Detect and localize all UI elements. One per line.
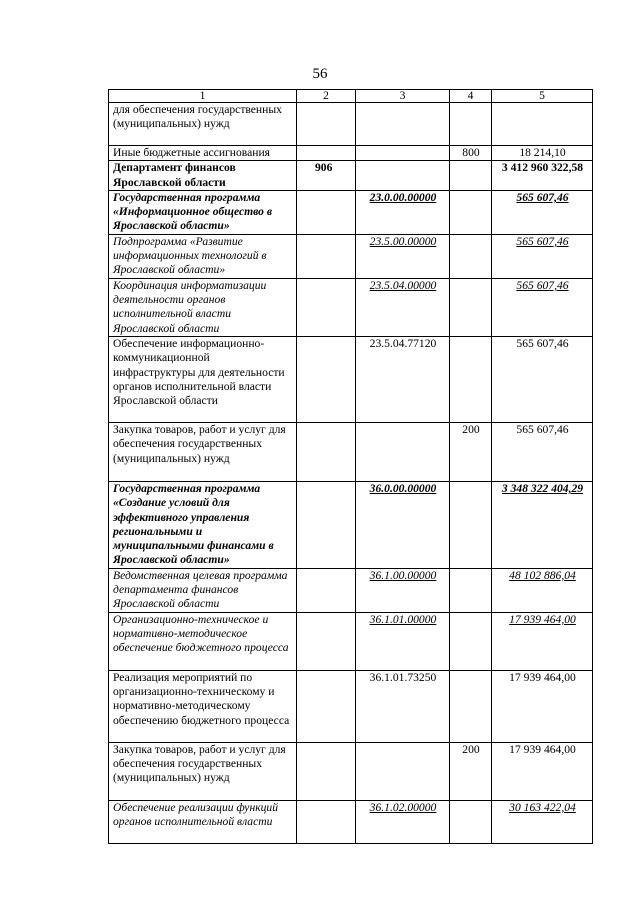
row-amount-cell-text: 565 607,46 [516, 234, 569, 248]
row-code-cell [356, 422, 450, 481]
row-amount-cell [492, 742, 593, 800]
row-amount-cell [492, 336, 593, 422]
row-amount-cell [492, 422, 593, 481]
row-amount-cell [492, 481, 593, 568]
row-department-cell [297, 146, 356, 161]
row-amount-cell-text: 565 607,46 [516, 190, 569, 204]
row-expense-type-cell [450, 161, 492, 191]
row-name-cell: Подпрограмма «Развитие информационных технологий в Ярославской области» [109, 234, 297, 278]
row-code-cell-text: 36.1.00.00000 [369, 568, 437, 582]
row-name-cell: Обеспечение реализации функций органов исполнительной власти [109, 800, 297, 843]
table-row [109, 336, 593, 422]
row-amount-cell [492, 800, 593, 843]
row-amount-cell-text: 3 412 960 322,58 [501, 161, 584, 175]
row-amount-cell-text: 17 939 464,00 [509, 742, 576, 756]
row-amount-cell-text: 30 163 422,04 [509, 800, 576, 814]
row-amount-cell [492, 612, 593, 670]
row-code-cell-text: 23.5.04.00000 [369, 278, 437, 292]
row-expense-type-cell: 200 [450, 422, 492, 481]
row-code-cell [356, 234, 450, 278]
page-number: 56 [312, 66, 328, 82]
row-code-cell [356, 336, 450, 422]
row-code-cell [356, 161, 450, 191]
column-header-3: 3 [356, 90, 450, 103]
row-code-cell [356, 800, 450, 843]
row-name-cell: Закупка товаров, работ и услуг для обеспечения государственных (муниципальных) нужд [109, 742, 297, 800]
row-expense-type-cell [450, 568, 492, 612]
table-row [109, 800, 593, 843]
row-department-cell [297, 568, 356, 612]
row-expense-type-cell [450, 800, 492, 843]
row-department-cell [297, 800, 356, 843]
row-name-cell: Организационно-техническое и нормативно-методическое обеспечение бюджетного процесса [109, 612, 297, 670]
row-amount-cell-text: 17 939 464,00 [509, 612, 576, 626]
table-row [109, 278, 593, 336]
row-department-cell [297, 670, 356, 742]
row-name-cell: Иные бюджетные ассигнования [109, 146, 297, 161]
row-amount-cell-text: 48 102 886,04 [509, 568, 576, 582]
row-expense-type-cell [450, 481, 492, 568]
table-row [109, 481, 593, 568]
row-amount-cell-text: 565 607,46 [516, 336, 569, 350]
row-amount-cell-text: 3 348 322 404,29 [501, 481, 584, 495]
table-row [109, 190, 593, 234]
row-amount-cell-text: 565 607,46 [516, 278, 569, 292]
row-amount-cell [492, 146, 593, 161]
table-row [109, 161, 593, 191]
row-department-cell [297, 422, 356, 481]
row-department-cell [297, 481, 356, 568]
row-code-cell-text: 36.1.01.00000 [369, 612, 437, 626]
row-code-cell [356, 481, 450, 568]
table-row [109, 234, 593, 278]
row-code-cell [356, 670, 450, 742]
row-code-cell [356, 742, 450, 800]
row-name-cell: Обеспечение информационно-коммуникационной инфраструктуры для деятельности органов исполнительной власти Ярославской области [109, 336, 297, 422]
row-expense-type-cell [450, 103, 492, 146]
row-code-cell-text: 23.5.00.00000 [369, 234, 437, 248]
table-row [109, 742, 593, 800]
row-code-cell [356, 278, 450, 336]
row-expense-type-cell [450, 670, 492, 742]
row-name-cell: Департамент финансов Ярославской области [109, 161, 297, 191]
row-code-cell [356, 568, 450, 612]
row-name-cell: Координация информатизации деятельности органов исполнительной власти Ярославской области [109, 278, 297, 336]
row-expense-type-cell [450, 612, 492, 670]
table-row [109, 670, 593, 742]
row-amount-cell-text: 565 607,46 [516, 422, 569, 436]
row-code-cell-text: 23.5.04.77120 [369, 336, 437, 350]
row-expense-type-cell [450, 234, 492, 278]
row-amount-cell [492, 568, 593, 612]
row-expense-type-cell [450, 336, 492, 422]
row-code-cell-text: 23.0.00.00000 [369, 190, 437, 204]
row-amount-cell [492, 161, 593, 191]
row-name-cell: Ведомственная целевая программа департамента финансов Ярославской области [109, 568, 297, 612]
row-amount-cell [492, 103, 593, 146]
row-department-cell [297, 234, 356, 278]
row-name-cell: для обеспечения государственных (муниципальных) нужд [109, 103, 297, 146]
row-department-cell [297, 190, 356, 234]
table-row [109, 146, 593, 161]
row-expense-type-cell: 200 [450, 742, 492, 800]
row-department-cell [297, 278, 356, 336]
table-row [109, 568, 593, 612]
row-expense-type-cell: 800 [450, 146, 492, 161]
table-row [109, 612, 593, 670]
row-name-cell: Реализация мероприятий по организационно-техническому и нормативно-методическому обеспечению бюджетного процесса [109, 670, 297, 742]
row-expense-type-cell [450, 278, 492, 336]
table-header-row [109, 90, 593, 103]
row-amount-cell-text: 18 214,10 [519, 146, 566, 159]
row-department-cell [297, 742, 356, 800]
row-code-cell [356, 103, 450, 146]
row-department-cell [297, 612, 356, 670]
row-department-cell [297, 336, 356, 422]
row-name-cell: Государственная программа «Создание условий для эффективного управления региональными и муниципальными финансами в Ярославской области» [109, 481, 297, 568]
row-amount-cell [492, 190, 593, 234]
column-header-1: 1 [109, 90, 297, 103]
row-amount-cell [492, 234, 593, 278]
budget-table [108, 89, 593, 844]
row-code-cell [356, 146, 450, 161]
row-department-cell: 906 [297, 161, 356, 191]
row-code-cell-text: 36.0.00.00000 [369, 481, 437, 495]
table-row [109, 422, 593, 481]
row-name-cell: Государственная программа «Информационное общество в Ярославской области» [109, 190, 297, 234]
row-code-cell [356, 190, 450, 234]
row-name-cell: Закупка товаров, работ и услуг для обеспечения государственных (муниципальных) нужд [109, 422, 297, 481]
column-header-5: 5 [492, 90, 593, 103]
column-header-2: 2 [297, 90, 356, 103]
row-code-cell [356, 612, 450, 670]
row-amount-cell [492, 278, 593, 336]
row-code-cell-text: 36.1.01.73250 [369, 670, 437, 684]
row-code-cell-text: 36.1.02.00000 [369, 800, 437, 814]
column-header-4: 4 [450, 90, 492, 103]
table-body [109, 103, 593, 844]
row-amount-cell-text: 17 939 464,00 [509, 670, 576, 684]
row-expense-type-cell [450, 190, 492, 234]
table-row [109, 103, 593, 146]
row-amount-cell [492, 670, 593, 742]
row-department-cell [297, 103, 356, 146]
